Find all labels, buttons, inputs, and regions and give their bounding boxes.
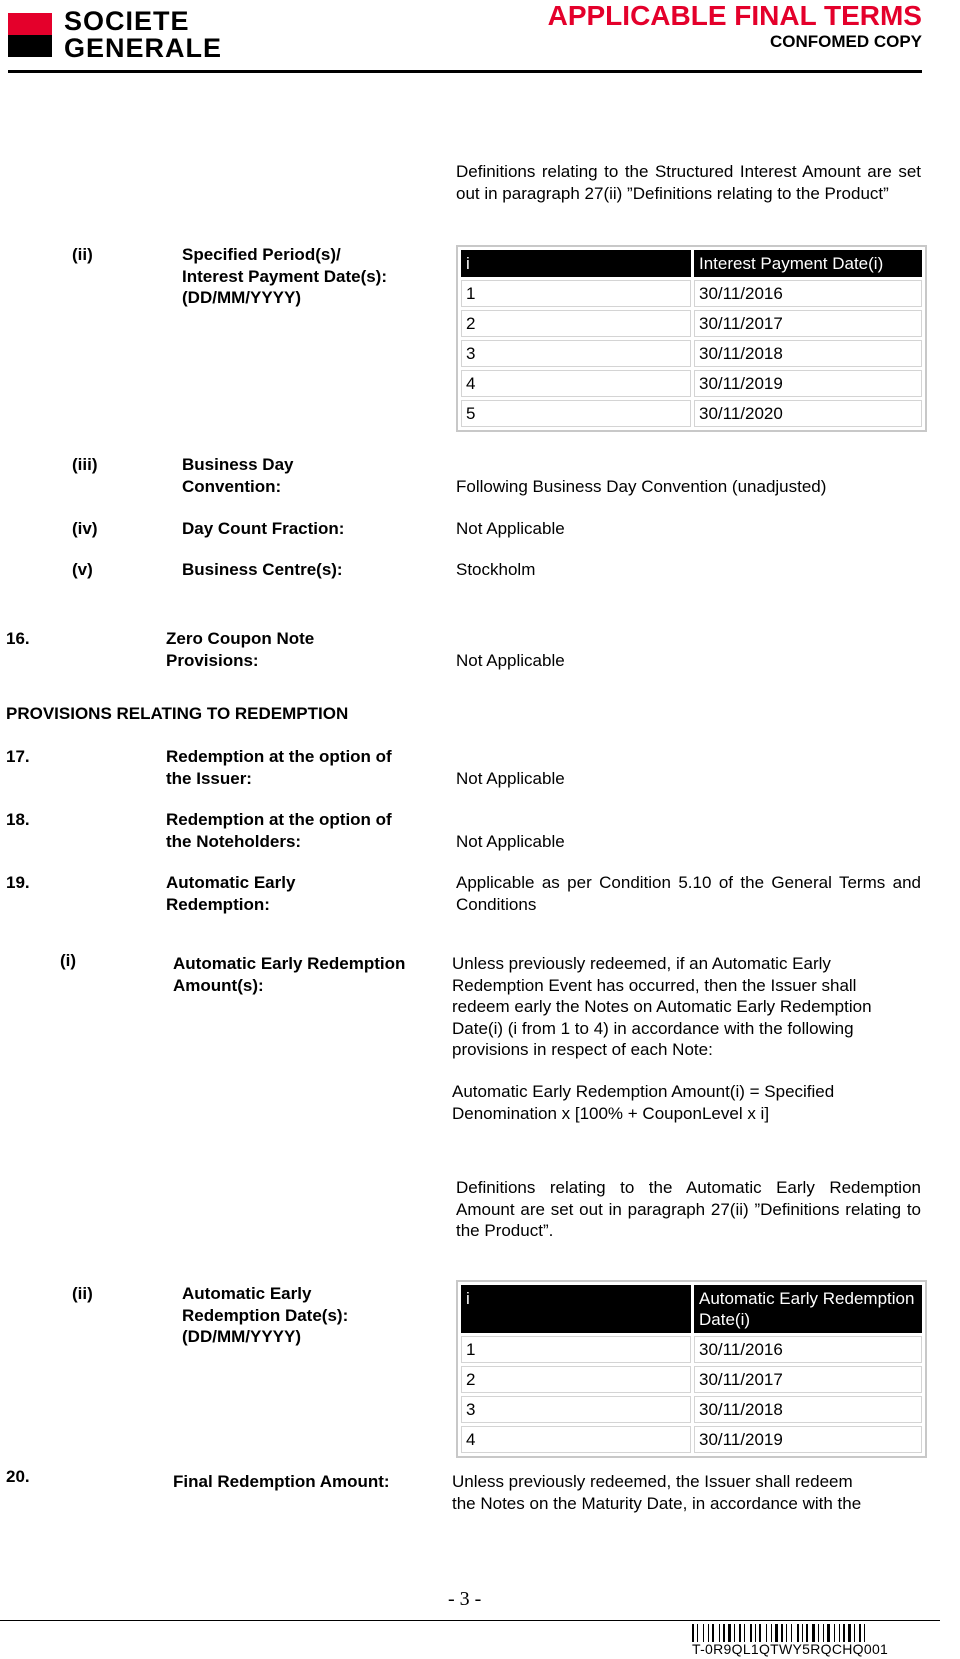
barcode-bar bbox=[818, 1624, 819, 1642]
barcode-bar bbox=[859, 1624, 861, 1642]
table-cell: 30/11/2016 bbox=[694, 1336, 922, 1363]
item-19-i-formula bbox=[452, 1081, 834, 1124]
item-19-i-definitions: Definitions relating to the Automatic Early Redemption Amount are set out in paragraph 27(ii) ”Definitions relating to the Product”. bbox=[456, 1178, 921, 1240]
item-17-label-line: the Issuer: bbox=[166, 768, 252, 788]
paragraph-line: Redemption Event has occurred, then the Issuer shall bbox=[452, 975, 857, 995]
item-19-i-number: (i) bbox=[60, 951, 77, 970]
barcode-bar bbox=[692, 1624, 694, 1642]
barcode-bar bbox=[836, 1624, 838, 1642]
item-19-label-line: Redemption: bbox=[166, 894, 270, 914]
barcode-bar bbox=[797, 1624, 799, 1642]
header-divider bbox=[8, 70, 922, 73]
formula-line: Denomination x [100% + CouponLevel x i] bbox=[452, 1103, 770, 1123]
item-16-number: 16. bbox=[6, 629, 30, 648]
item-iii-number: (iii) bbox=[72, 455, 98, 474]
interest-payment-date-table bbox=[456, 245, 927, 432]
barcode-bar bbox=[721, 1624, 722, 1642]
barcode-bar bbox=[804, 1624, 805, 1642]
footer-divider bbox=[0, 1620, 940, 1621]
barcode-bar bbox=[719, 1624, 720, 1642]
barcode-bar bbox=[766, 1624, 767, 1642]
barcode-bar bbox=[834, 1624, 835, 1642]
barcode-bar bbox=[786, 1624, 787, 1642]
item-19-ii-label-line: Redemption Date(s): bbox=[182, 1305, 349, 1325]
societe-generale-logo-mark bbox=[8, 13, 52, 57]
barcode-bar bbox=[846, 1624, 847, 1642]
item-iv-value: Not Applicable bbox=[456, 519, 565, 538]
barcode-bar bbox=[852, 1624, 853, 1642]
barcode-bar bbox=[809, 1624, 811, 1642]
barcode-bar bbox=[768, 1624, 770, 1642]
table-header-cell: Interest Payment Date(i) bbox=[694, 250, 922, 277]
item-19-i-label-line: Automatic Early Redemption bbox=[173, 954, 406, 973]
table-cell: 30/11/2018 bbox=[694, 340, 922, 367]
item-19-ii-label-line: Automatic Early bbox=[182, 1284, 312, 1303]
barcode-bar bbox=[800, 1624, 801, 1642]
item-19-ii-label bbox=[182, 1283, 348, 1348]
barcode-bar bbox=[732, 1624, 733, 1642]
item-16-label-line: Provisions: bbox=[166, 650, 259, 670]
item-19-label-line: Automatic Early bbox=[166, 873, 296, 892]
item-v-value: Stockholm bbox=[456, 560, 536, 579]
barcode-bar bbox=[695, 1624, 696, 1642]
logo-red-square bbox=[8, 13, 52, 35]
barcode-bar bbox=[755, 1624, 756, 1642]
table-row bbox=[461, 340, 922, 367]
item-iii-label-line: Business Day bbox=[182, 455, 294, 474]
barcode-bar bbox=[812, 1624, 815, 1642]
table-cell: 30/11/2019 bbox=[694, 1426, 922, 1453]
barcode-bar bbox=[708, 1624, 709, 1642]
item-ii-label-line: Specified Period(s)/ bbox=[182, 245, 341, 264]
item-v-label: Business Centre(s): bbox=[182, 560, 343, 579]
table-header-row bbox=[461, 1285, 922, 1333]
barcode-bar bbox=[710, 1624, 711, 1642]
barcode-bar bbox=[753, 1624, 754, 1642]
barcode-bar bbox=[742, 1624, 743, 1642]
table-cell: 30/11/2020 bbox=[694, 400, 922, 427]
table-row bbox=[461, 1336, 922, 1363]
barcode-bar bbox=[856, 1624, 858, 1642]
table-cell: 5 bbox=[461, 400, 691, 427]
table-row bbox=[461, 1426, 922, 1453]
barcode-bar bbox=[841, 1624, 842, 1642]
barcode-bar bbox=[697, 1624, 698, 1642]
page-number: - 3 - bbox=[448, 1588, 482, 1610]
paragraph-line: redeem early the Notes on Automatic Early Redemption bbox=[452, 997, 872, 1016]
barcode-bar bbox=[726, 1624, 727, 1642]
barcode-bar bbox=[771, 1624, 772, 1642]
table-cell: 3 bbox=[461, 1396, 691, 1423]
item-ii-label-line: Interest Payment Date(s): bbox=[182, 266, 388, 286]
barcode-bar bbox=[793, 1624, 796, 1642]
item-16-label bbox=[166, 628, 314, 671]
item-18-label-line: the Noteholders: bbox=[166, 831, 302, 851]
table-header-row bbox=[461, 250, 922, 277]
barcode-bar bbox=[699, 1624, 702, 1642]
logo-black-square bbox=[8, 35, 52, 57]
barcode-bar bbox=[759, 1624, 761, 1642]
item-16-value: Not Applicable bbox=[456, 651, 565, 670]
barcode-bar bbox=[848, 1624, 851, 1642]
barcode-bar bbox=[746, 1624, 749, 1642]
barcode-bar bbox=[750, 1624, 752, 1642]
table-cell: 4 bbox=[461, 370, 691, 397]
barcode-bar bbox=[788, 1624, 790, 1642]
table-row bbox=[461, 1366, 922, 1393]
item-ii-label-line: (DD/MM/YYYY) bbox=[182, 288, 301, 307]
table-cell: 1 bbox=[461, 280, 691, 307]
paragraph-line: Unless previously redeemed, if an Automatic Early bbox=[452, 954, 831, 973]
barcode-bar bbox=[806, 1624, 808, 1642]
item-20-value bbox=[452, 1471, 922, 1514]
barcode-bar bbox=[757, 1624, 758, 1642]
barcode-bar bbox=[705, 1624, 707, 1642]
barcode-bar bbox=[831, 1624, 833, 1642]
document-barcode bbox=[692, 1624, 936, 1642]
barcode-bar bbox=[723, 1624, 725, 1642]
item-iii-value: Following Business Day Convention (unadjusted) bbox=[456, 477, 827, 496]
table-cell: 30/11/2017 bbox=[694, 310, 922, 337]
paragraph-line: provisions in respect of each Note: bbox=[452, 1040, 713, 1059]
barcode-bar bbox=[781, 1624, 783, 1642]
item-18-number: 18. bbox=[6, 810, 30, 829]
barcode-bar bbox=[864, 1624, 865, 1642]
structured-interest-definitions: Definitions relating to the Structured Interest Amount are set out in paragraph 27(ii) ”Definitions relating to the Product” bbox=[456, 162, 921, 203]
table-cell: 30/11/2017 bbox=[694, 1366, 922, 1393]
logo-line-1: SOCIETE bbox=[64, 6, 190, 36]
table-cell: 1 bbox=[461, 1336, 691, 1363]
document-subtitle: CONFOMED COPY bbox=[769, 32, 922, 51]
table-cell: 2 bbox=[461, 310, 691, 337]
item-16-label-line: Zero Coupon Note bbox=[166, 629, 315, 648]
logo-line-2: GENERALE bbox=[64, 33, 223, 63]
logo-wordmark bbox=[64, 8, 222, 62]
barcode-bar bbox=[728, 1624, 731, 1642]
item-20-label: Final Redemption Amount: bbox=[173, 1472, 390, 1491]
item-20-value-line: the Notes on the Maturity Date, in accordance with the bbox=[452, 1493, 862, 1513]
barcode-bar bbox=[775, 1624, 778, 1642]
barcode-bar bbox=[827, 1624, 830, 1642]
item-19-i-paragraph bbox=[452, 953, 922, 1061]
table-row bbox=[461, 370, 922, 397]
item-19-value: Applicable as per Condition 5.10 of the General Terms and Conditions bbox=[456, 873, 921, 914]
barcode-bar bbox=[791, 1624, 792, 1642]
item-iii-label-line: Convention: bbox=[182, 476, 282, 496]
barcode-bar bbox=[762, 1624, 765, 1642]
barcode-bar bbox=[839, 1624, 840, 1642]
barcode-bar bbox=[820, 1624, 822, 1642]
barcode-text: T-0R9QL1QTWY5RQCHQ001 bbox=[692, 1641, 889, 1657]
paragraph-line: Date(i) (i from 1 to 4) in accordance with the following bbox=[452, 1018, 854, 1038]
item-iv-number: (iv) bbox=[72, 519, 98, 538]
formula-line: Automatic Early Redemption Amount(i) = Specified bbox=[452, 1082, 835, 1101]
barcode-bar bbox=[736, 1624, 738, 1642]
item-20-value-line: Unless previously redeemed, the Issuer shall redeem bbox=[452, 1472, 853, 1491]
barcode-bar bbox=[779, 1624, 780, 1642]
item-19-number: 19. bbox=[6, 873, 30, 892]
item-17-label bbox=[166, 746, 392, 789]
barcode-bar bbox=[739, 1624, 741, 1642]
barcode-bar bbox=[816, 1624, 817, 1642]
item-iv-label: Day Count Fraction: bbox=[182, 519, 345, 538]
item-18-label-line: Redemption at the option of bbox=[166, 810, 392, 829]
item-20-number: 20. bbox=[6, 1467, 30, 1486]
barcode-bar bbox=[734, 1624, 735, 1642]
table-row bbox=[461, 400, 922, 427]
item-19-ii-label-line: (DD/MM/YYYY) bbox=[182, 1327, 301, 1346]
table-row bbox=[461, 280, 922, 307]
item-19-ii-number: (ii) bbox=[72, 1284, 93, 1303]
barcode-bar bbox=[823, 1624, 824, 1642]
barcode-bar bbox=[715, 1624, 718, 1642]
item-17-value: Not Applicable bbox=[456, 769, 565, 788]
item-ii-label bbox=[182, 244, 422, 309]
table-row bbox=[461, 310, 922, 337]
item-ii-number: (ii) bbox=[72, 245, 93, 264]
table-cell: 30/11/2016 bbox=[694, 280, 922, 307]
barcode-bar bbox=[854, 1624, 855, 1642]
item-19-label bbox=[166, 872, 295, 915]
item-17-label-line: Redemption at the option of bbox=[166, 747, 392, 766]
table-cell: 3 bbox=[461, 340, 691, 367]
table-header-cell: Automatic Early Redemption Date(i) bbox=[694, 1285, 922, 1333]
table-cell: 30/11/2018 bbox=[694, 1396, 922, 1423]
item-18-value: Not Applicable bbox=[456, 832, 565, 851]
item-iii-label bbox=[182, 454, 294, 497]
table-cell: 2 bbox=[461, 1366, 691, 1393]
item-v-number: (v) bbox=[72, 560, 93, 579]
item-17-number: 17. bbox=[6, 747, 30, 766]
automatic-early-redemption-date-table bbox=[456, 1280, 927, 1458]
table-header-cell: i bbox=[461, 1285, 691, 1333]
document-title: APPLICABLE FINAL TERMS bbox=[547, 0, 922, 31]
barcode-bar bbox=[703, 1624, 704, 1642]
table-cell: 30/11/2019 bbox=[694, 370, 922, 397]
barcode-bar bbox=[784, 1624, 785, 1642]
barcode-bar bbox=[825, 1624, 826, 1642]
barcode-bar bbox=[744, 1624, 745, 1642]
barcode-bar bbox=[802, 1624, 803, 1642]
table-cell: 4 bbox=[461, 1426, 691, 1453]
barcode-bar bbox=[843, 1624, 845, 1642]
barcode-bar bbox=[773, 1624, 774, 1642]
table-header-cell: i bbox=[461, 250, 691, 277]
item-19-i-label-line: Amount(s): bbox=[173, 975, 264, 995]
barcode-bar bbox=[862, 1624, 863, 1642]
barcode-bar bbox=[712, 1624, 714, 1642]
table-row bbox=[461, 1396, 922, 1423]
item-18-label bbox=[166, 809, 392, 852]
section-heading-redemption: PROVISIONS RELATING TO REDEMPTION bbox=[6, 704, 349, 723]
item-19-i-label bbox=[173, 953, 405, 996]
